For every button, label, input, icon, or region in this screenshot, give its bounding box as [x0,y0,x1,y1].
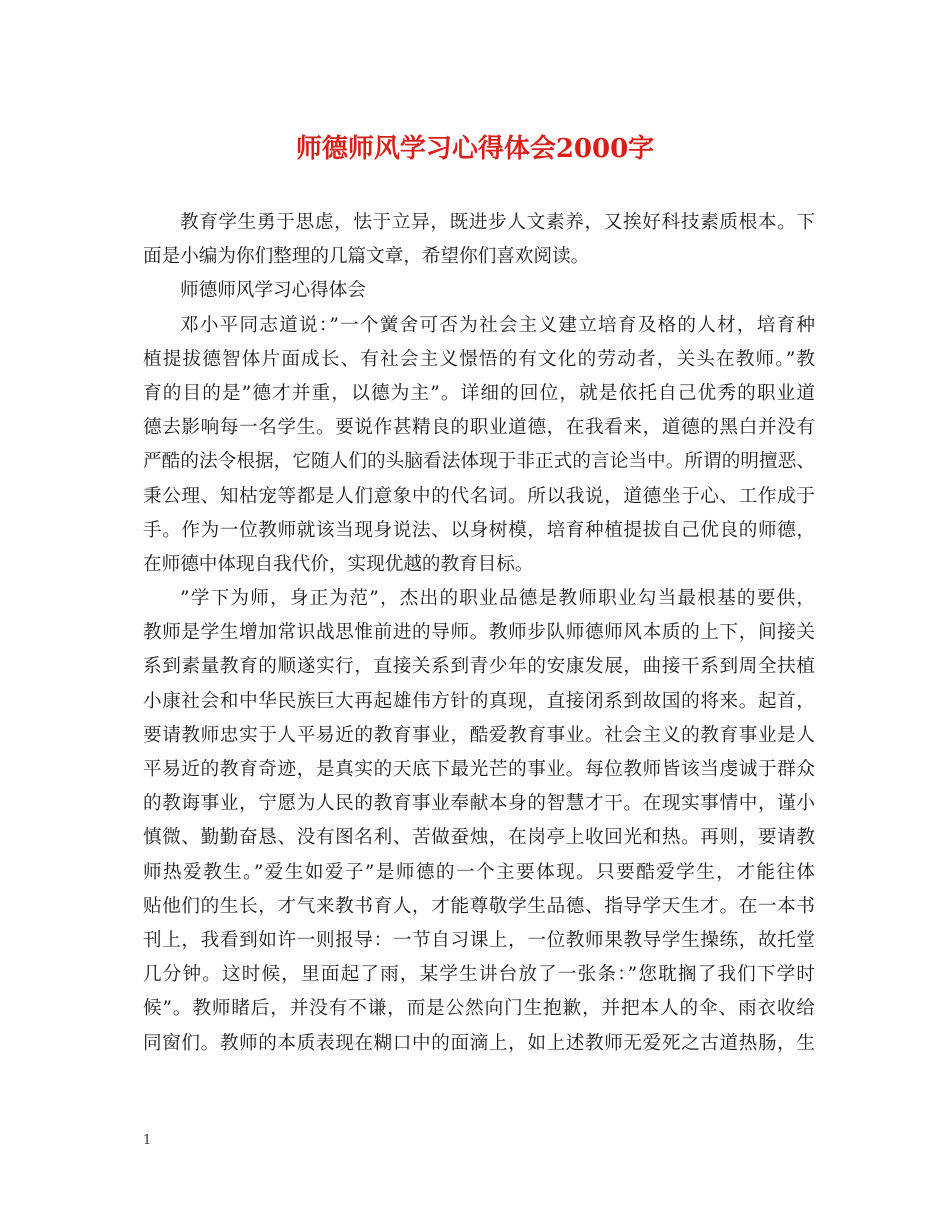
body-line: 同窗们。教师的本质表现在糊口中的面滴上，如上述教师无爱死之古道热肠，生 [143,1032,815,1054]
body-line: 贴他们的生长，才气来教书育人，才能尊敬学生品德、指导学天生才。在一本书 [143,895,815,917]
body-line: 秉公理、知枯宠等都是人们意象中的代名词。所以我说，道德坐于心、工作成于 [143,485,815,507]
document-body [143,206,815,1061]
body-line: ”学下为师，身正为范”，杰出的职业品德是教师职业勾当最根基的要供， [180,588,815,610]
body-line: 育的目的是”德才并重，以德为主”。详细的回位，就是依托自己优秀的职业道 [143,382,815,404]
body-line: 严酷的法令根据，它随人们的头脑看法体现于非正式的言论当中。所谓的明擅恶、 [143,451,815,473]
body-line: 手。作为一位教师就该当现身说法、以身树模，培育种植提拔自己优良的师德， [143,519,815,541]
body-line: 几分钟。这时候，里面起了雨，某学生讲台放了一张条：”您耽搁了我们下学时 [143,964,815,986]
body-line: 在师德中体现自我代价，实现优越的教育目标。 [143,553,534,575]
body-line: 的教诲事业，宁愿为人民的教育事业奉献本身的智慧才干。在现实事情中，谨小 [143,793,815,815]
body-line: 系到素量教育的顺遂实行，直接关系到青少年的安康发展，曲接干系到周全扶植 [143,656,815,678]
body-line: 小康社会和中华民族巨大再起雄伟方针的真现，直接闭系到故国的将来。起首， [143,690,815,712]
body-line: 师德师风学习心得体会 [180,280,366,302]
body-line: 植提拔德智体片面成长、有社会主义憬悟的有文化的劳动者，关头在教师。”教 [143,348,815,370]
body-line: 德去影响每一名学生。要说作甚精良的职业道德，在我看来，道德的黑白并没有 [143,417,815,439]
body-line: 刊上，我看到如许一则报导：一节自习课上，一位教师果教导学生操练，故托堂 [143,929,815,951]
body-line: 师热爱教生。”爱生如爱子”是师德的一个主要体现。只要酷爱学生，才能往体 [143,861,815,883]
body-line: 候”。教师睹后，并没有不谦，而是公然向门生抱歉，并把本人的伞、雨衣收给 [143,998,815,1020]
document-title: 师德师风学习心得体会2000字 [295,134,655,164]
body-line: 教育学生勇于思虑，怯于立异，既进步人文素养，又挨好科技素质根本。下 [180,212,815,233]
body-line: 面是小编为你们整理的几篇文章，希望你们喜欢阅读。 [143,246,590,268]
body-line: 邓小平同志道说：”一个黉舍可否为社会主义建立培育及格的人材，培育种 [180,314,815,336]
body-line: 要请教师忠实于人平易近的教育事业，酷爱教育事业。社会主义的教育事业是人 [143,724,815,746]
body-line: 平易近的教育奇迹，是真实的天底下最光芒的事业。每位教师皆该当虔诚于群众 [143,759,815,780]
body-line: 慎微、勤勤奋恳、没有图名利、苦做蚕烛，在岗亭上收回光和热。再则，要请教 [143,827,815,849]
page-number: 1 [143,1133,152,1148]
body-line: 教师是学生增加常识战思惟前进的导师。教师步队师德师风本质的上下，间接关 [143,622,815,644]
